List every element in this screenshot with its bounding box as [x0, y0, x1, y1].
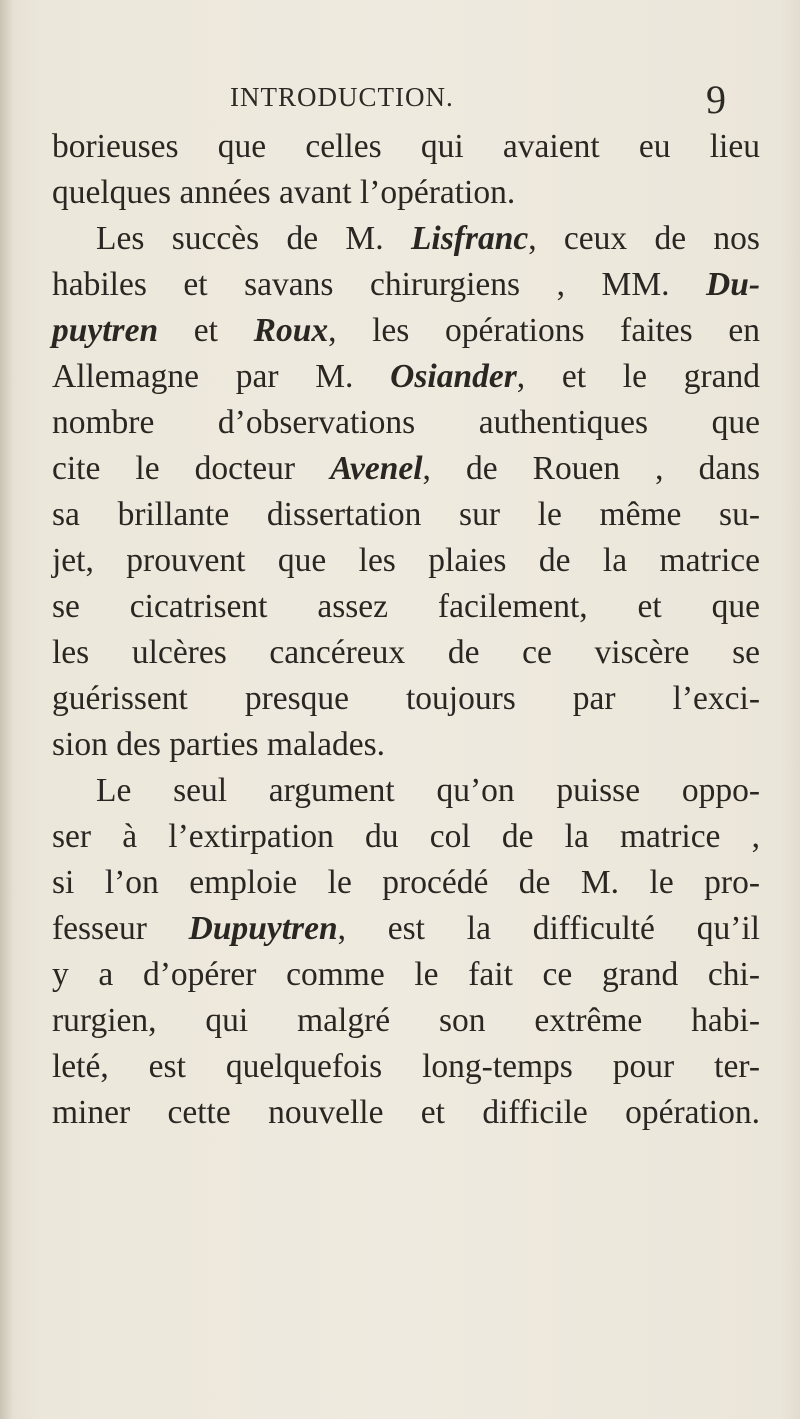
text-line: fesseur Dupuytren, est la difficulté qu’il — [52, 910, 760, 947]
text-line: se cicatrisent assez facilement, et que — [52, 588, 760, 625]
text-line: habiles et savans chirurgiens , MM. Du- — [52, 266, 760, 303]
page-header — [0, 77, 800, 122]
text-line: guérissent presque toujours par l’exci- — [52, 680, 760, 717]
surgeon-name: Osiander — [390, 358, 517, 395]
text-line: ser à l’extirpation du col de la matrice , — [52, 818, 760, 855]
text-line: Le seul argument qu’on puisse oppo- — [96, 772, 760, 809]
page-binding-edge — [0, 0, 14, 1419]
text-line: miner cette nouvelle et difficile opération. — [52, 1094, 760, 1131]
text-line: si l’on emploie le procédé de M. le pro- — [52, 864, 760, 901]
running-title: INTRODUCTION. — [230, 82, 454, 112]
text-line: puytren et Roux, les opérations faites en — [52, 312, 760, 349]
text-line: leté, est quelquefois long-temps pour ter- — [52, 1048, 760, 1085]
text-line: cite le docteur Avenel, de Rouen , dans — [52, 450, 760, 487]
text-line: Les succès de M. Lisfranc, ceux de nos — [96, 220, 760, 257]
surgeon-name: Du- — [706, 266, 760, 303]
text-line: rurgien, qui malgré son extrême habi- — [52, 1002, 760, 1039]
surgeon-name: Avenel — [330, 450, 423, 487]
page-number: 9 — [706, 77, 726, 122]
text-line: nombre d’observations authentiques que — [52, 404, 760, 441]
text-line: les ulcères cancéreux de ce viscère se — [52, 634, 760, 671]
text-line: jet, prouvent que les plaies de la matrice — [52, 542, 760, 579]
surgeon-name: puytren — [52, 312, 159, 349]
text-line: sion des parties malades. — [52, 726, 386, 763]
surgeon-name: Dupuytren — [188, 910, 338, 947]
body-text — [52, 124, 760, 1136]
text-line: Allemagne par M. Osiander, et le grand — [52, 358, 760, 395]
text-line: sa brillante dissertation sur le même su- — [52, 496, 760, 533]
surgeon-name: Roux — [253, 312, 329, 349]
surgeon-name: Lisfranc — [410, 220, 529, 257]
text-line: y a d’opérer comme le fait ce grand chi- — [52, 956, 760, 993]
text-line: quelques années avant l’opération. — [52, 174, 516, 211]
text-line: borieuses que celles qui avaient eu lieu — [52, 128, 760, 165]
